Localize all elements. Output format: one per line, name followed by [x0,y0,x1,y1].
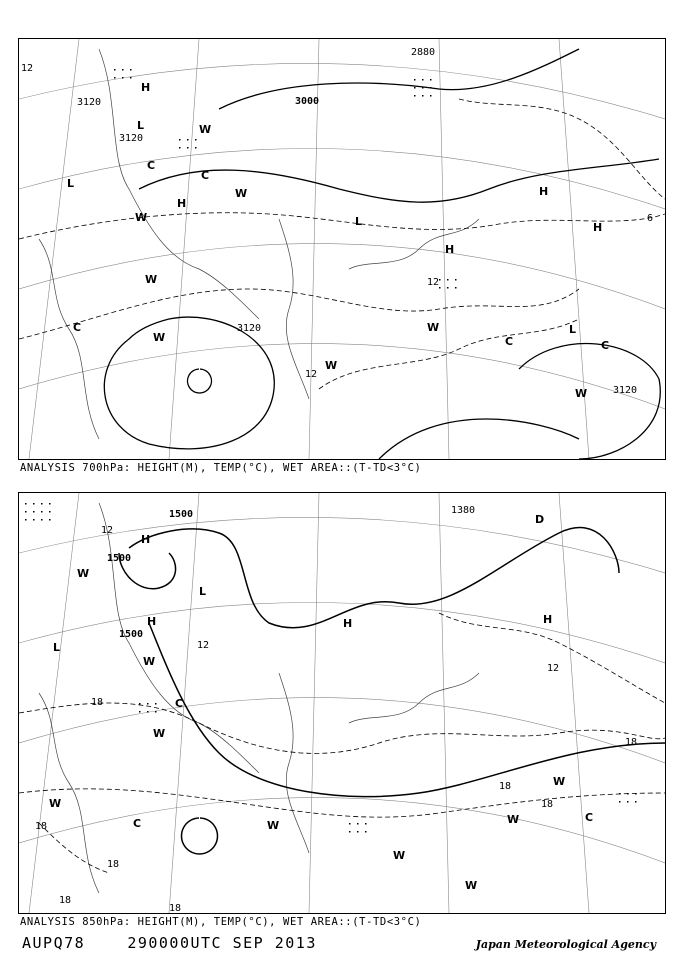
height-label: 18 [91,697,104,708]
coastlines [39,503,479,893]
height-label: 3120 [119,133,144,144]
system-label: W [235,187,248,200]
system-label: C [73,321,82,334]
height-label: 18 [541,799,554,810]
caption-850hpa: ANALYSIS 850hPa: HEIGHT(M), TEMP(°C), WET AREA::(T-TD<3°C) [20,916,422,928]
system-label: C [601,339,610,352]
height-label: 1500 [107,553,132,564]
height-label: 18 [169,903,182,913]
system-label: W [325,359,338,372]
height-label: 12 [547,663,560,674]
system-label: L [53,641,61,654]
height-label: 18 [107,859,120,870]
system-label: H [141,533,151,546]
height-label: 18 [625,737,638,748]
height-label: 12 [305,369,318,380]
system-label: L [355,215,363,228]
system-label: W [145,273,158,286]
system-label: C [201,169,210,182]
system-label: C [505,335,514,348]
system-label: H [539,185,549,198]
system-label: W [575,387,588,400]
map-panel-700hpa [18,38,666,460]
system-label: D [535,513,545,526]
system-label: H [147,615,157,628]
height-label: 12 [21,63,34,74]
height-label: 3120 [77,97,102,108]
system-label: W [153,727,166,740]
height-label: 3120 [613,385,638,396]
height-label: 3120 [237,323,262,334]
height-label: 1380 [451,505,476,516]
system-label: W [465,879,478,892]
latlon-grid [19,39,665,459]
height-label: 12 [427,277,440,288]
height-label: 12 [101,525,114,536]
system-label: W [553,775,566,788]
system-label: L [67,177,75,190]
isotherms [19,613,665,873]
map-panel-850hpa [18,492,666,914]
height-label: 1500 [119,629,144,640]
system-label: H [177,197,187,210]
system-label: C [133,817,142,830]
map-850hpa [19,493,665,913]
analysis-datetime: 290000UTC SEP 2013 [127,934,317,952]
system-label: C [585,811,594,824]
system-label: W [153,331,166,344]
system-label: L [569,323,577,336]
system-label: W [49,797,62,810]
height-label: 1500 [169,509,194,520]
product-code: AUPQ78 [22,934,86,952]
system-label: H [543,613,553,626]
system-label: W [199,123,212,136]
map-700hpa [19,39,665,459]
system-label: L [199,585,207,598]
system-label: W [143,655,156,668]
system-label: H [445,243,455,256]
height-label: 3000 [295,96,320,107]
height-label: 2880 [411,47,436,58]
system-label: H [141,81,151,94]
system-label: L [137,119,145,132]
system-label: H [343,617,353,630]
height-contours [119,528,665,854]
height-label: 18 [499,781,512,792]
height-label: 6 [647,213,654,224]
system-label: C [175,697,184,710]
height-label: 18 [59,895,72,906]
height-label: 18 [35,821,48,832]
system-label: W [267,819,280,832]
agency-name: Japan Meteorological Agency [475,938,656,951]
system-label: W [393,849,406,862]
system-label: H [593,221,603,234]
system-label: W [135,211,148,224]
caption-700hpa: ANALYSIS 700hPa: HEIGHT(M), TEMP(°C), WET AREA::(T-TD<3°C) [20,462,422,474]
product-header [22,934,317,952]
system-label: C [147,159,156,172]
height-label: 12 [197,640,210,651]
system-label: W [77,567,90,580]
system-label: W [427,321,440,334]
system-label: W [507,813,520,826]
